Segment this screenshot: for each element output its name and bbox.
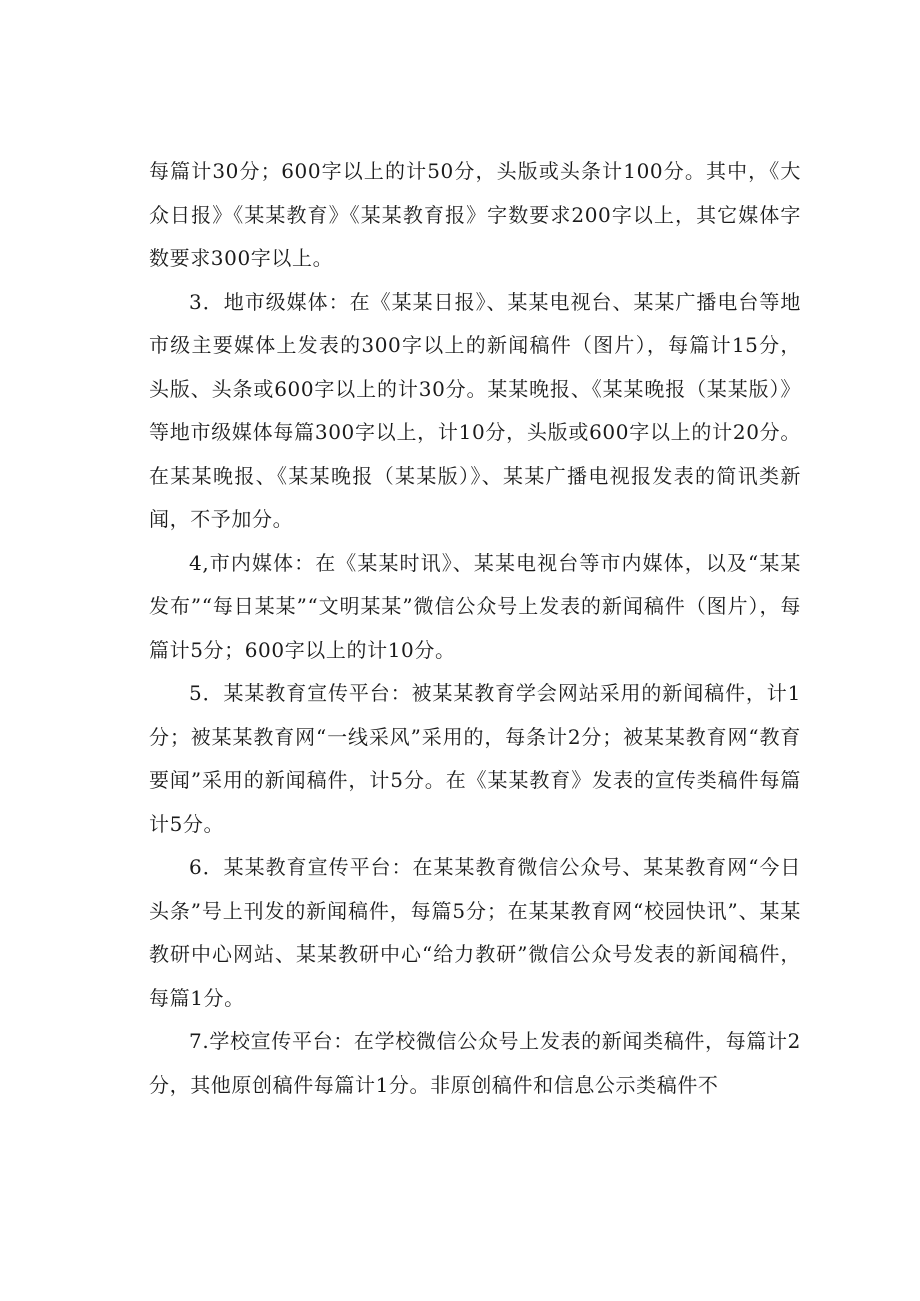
paragraph-continued: 每篇计30分；600字以上的计50分，头版或头条计100分。其中，《大众日报》《某某教育》《某某教育报》字数要求200字以上，其它媒体字数要求300字以上。 — [149, 159, 801, 270]
paragraph-item-3-prefecture-media: 3．地市级媒体：在《某某日报》、某某电视台、某某广播电台等地市级主要媒体上发表的300字以上的新闻稿件（图片），每篇计15分，头版、头条或600字以上的计30分。某某晚报、《某某晚报（某某版）》等地市级媒体每篇300字以上，计10分，头版或600字以上的计20分。在某某晚报、《某某晚报（某某版）》、某某广播电视报发表的简讯类新闻，不予加分。 — [149, 289, 801, 531]
paragraph-item-6-education-platform: 6．某某教育宣传平台：在某某教育微信公众号、某某教育网“今日头条”号上刊发的新闻稿件，每篇5分；在某某教育网“校园快讯”、某某教研中心网站、某某教研中心“给力教研”微信公众号发表的新闻稿件，每篇1分。 — [149, 855, 801, 1010]
document-page — [149, 150, 801, 1107]
paragraph-item-5-education-platform: 5．某某教育宣传平台：被某某教育学会网站采用的新闻稿件，计1分；被某某教育网“一线采风”采用的，每条计2分；被某某教育网“教育要闻”采用的新闻稿件，计5分。在《某某教育》发表的宣传类稿件每篇计5分。 — [149, 681, 801, 836]
paragraph-item-7-school-platform: 7.学校宣传平台：在学校微信公众号上发表的新闻类稿件，每篇计2分，其他原创稿件每篇计1分。非原创稿件和信息公示类稿件不 — [149, 1029, 801, 1097]
paragraph-item-4-city-media: 4,市内媒体：在《某某时讯》、某某电视台等市内媒体，以及“某某发布”“每日某某”“文明某某”微信公众号上发表的新闻稿件（图片），每篇计5分；600字以上的计10分。 — [149, 550, 801, 662]
